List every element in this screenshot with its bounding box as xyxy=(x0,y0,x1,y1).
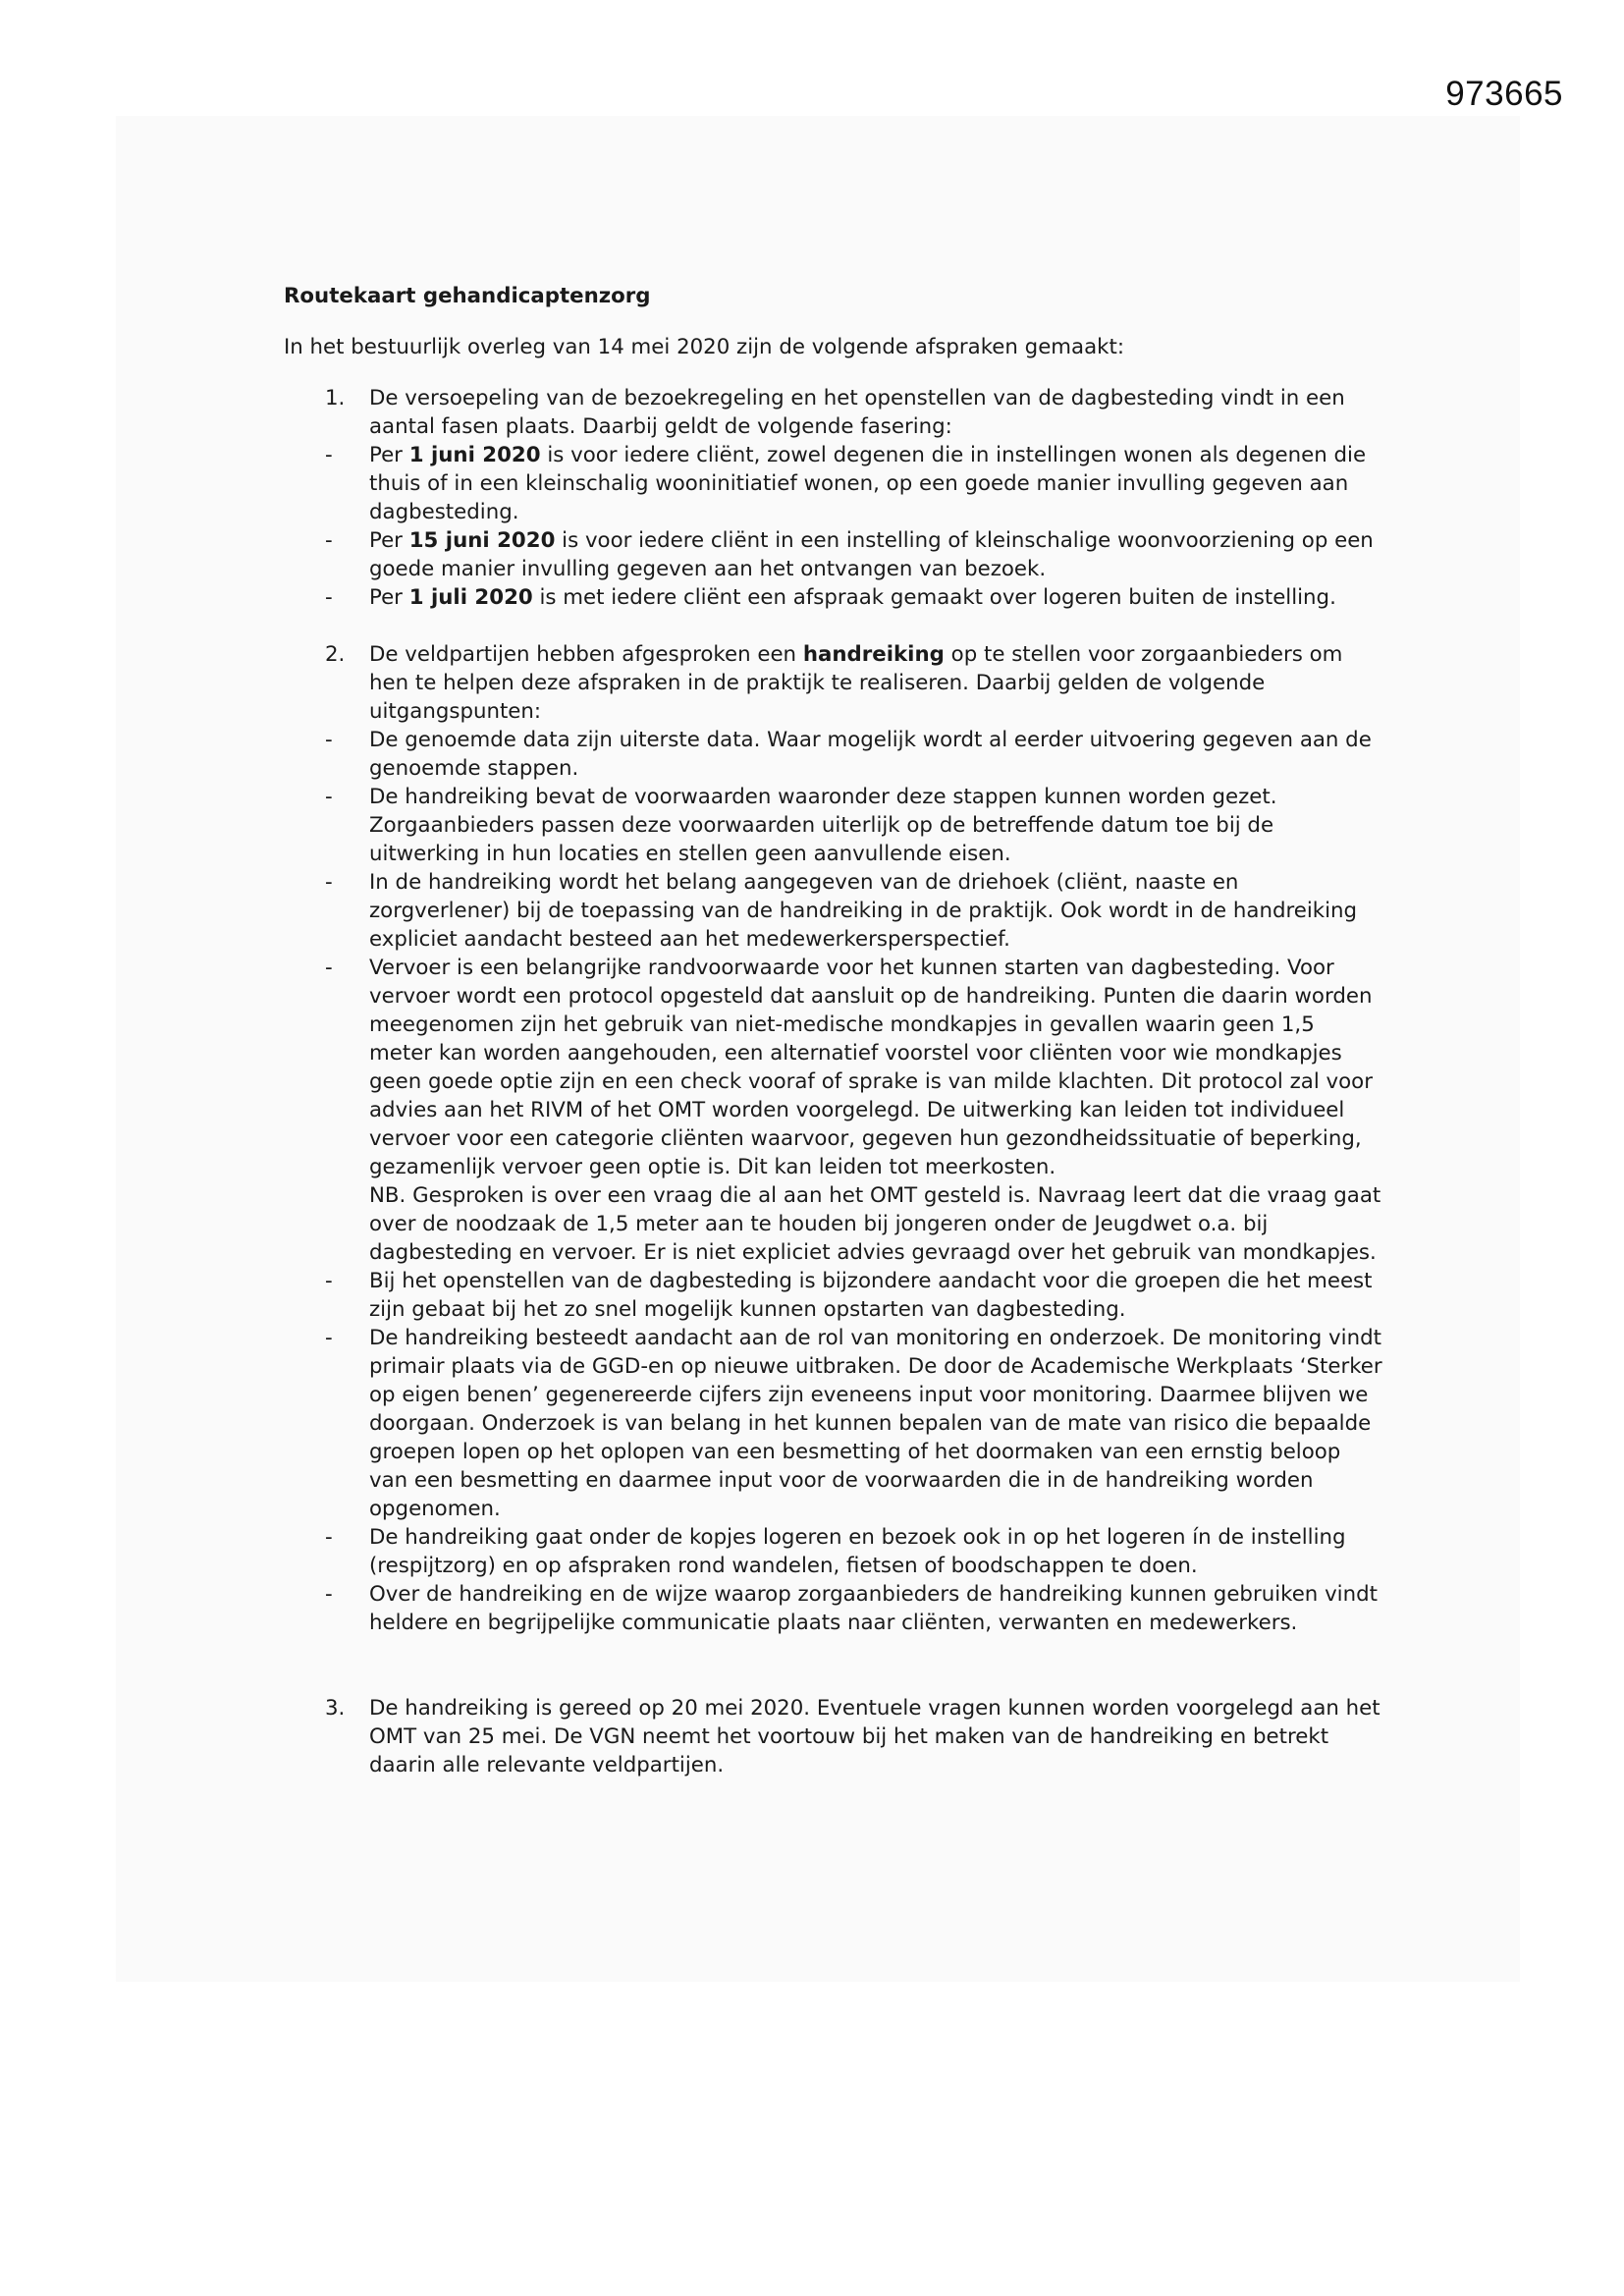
section-text: De handreiking is gereed op 20 mei 2020. Eventuele vragen kunnen worden voorgelegd aan het OMT van 25 mei. De VGN neemt het voortouw bij het maken van de handreiking en betrekt daarin alle relevante veldpartijen. xyxy=(369,1696,1380,1777)
list-item: - Per 1 juni 2020 is voor iedere cliënt, zowel degenen die in instellingen wonen als degenen die thuis of in een kleinschalig wooninitiatief wonen, op een goede manier invulling gegeven aan dagbesteding. xyxy=(325,443,1367,524)
date-highlight: 15 juni 2020 xyxy=(408,528,556,553)
list-item: - De genoemde data zijn uiterste data. Waar mogelijk wordt al eerder uitvoering gegeven aan de genoemde stappen. xyxy=(325,728,1372,781)
bullet-dash: - xyxy=(325,585,333,610)
list-item: - De handreiking bevat de voorwaarden waaronder deze stappen kunnen worden gezet. Zorgaanbieders passen deze voorwaarden uiterlijk op de betreffende datum toe bij de uitwerking in hun locaties en stellen geen aanvullende eisen. xyxy=(325,785,1277,866)
section-items xyxy=(325,726,1383,1637)
bullet-dash: - xyxy=(325,1582,333,1607)
list-item: - Over de handreiking en de wijze waarop zorgaanbieders de handreiking kunnen gebruiken vindt heldere en begrijpelijke communicatie plaats naar cliënten, verwanten en medewerkers. xyxy=(325,1582,1378,1635)
date-highlight: 1 juni 2020 xyxy=(408,443,541,467)
list-item: - De handreiking gaat onder de kopjes logeren en bezoek ook in op het logeren ín de instelling (respijtzorg) en op afspraken rond wandelen, fietsen of boodschappen te doen. xyxy=(325,1525,1346,1578)
list-item: - In de handreiking wordt het belang aangegeven van de driehoek (cliënt, naaste en zorgverlener) bij de toepassing van de handreiking in de praktijk. Ook wordt in de handreiking expliciet aandacht besteed aan het medewerkersperspectief. xyxy=(325,870,1358,952)
list-item: - Per 1 juli 2020 is met iedere cliënt een afspraak gemaakt over logeren buiten de instelling. xyxy=(325,585,1336,610)
list-item: - Per 15 juni 2020 is voor iedere cliënt in een instelling of kleinschalige woonvoorziening op een goede manier invulling gegeven aan het ontvangen van bezoek. xyxy=(325,528,1374,581)
bullet-dash: - xyxy=(325,1269,333,1293)
document-title: Routekaart gehandicaptenzorg xyxy=(284,284,651,308)
bullet-dash: - xyxy=(325,728,333,752)
bullet-dash: - xyxy=(325,870,333,895)
section-text: De versoepeling van de bezoekregeling en het openstellen van de dagbesteding vindt in een aantal fasen plaats. Daarbij geldt de volgende fasering: xyxy=(369,386,1345,439)
section-2 xyxy=(325,640,1383,1637)
list-item: - Vervoer is een belangrijke randvoorwaarde voor het kunnen starten van dagbesteding. Voor vervoer wordt een protocol opgesteld dat aansluit op de handreiking. Punten die daarin worden meegenomen zijn het gebruik van niet-medische mondkapjes in gevallen waarin geen 1,5 meter kan worden aangehouden, een alternatief voorstel voor cliënten voor wie mondkapjes geen goede optie zijn en een check vooraf of sprake is van milde klachten. Dit protocol zal voor advies aan het RIVM of het OMT worden voorgelegd. De uitwerking kan leiden tot individueel vervoer voor een categorie cliënten waarvoor, gegeven hun gezondheidssituatie of beperking, gezamenlijk vervoer geen optie is. Dit kan leiden tot meerkosten. NB. Gesproken is over een vraag die al aan het OMT gesteld is. Navraag leert dat die vraag gaat over de noodzaak de 1,5 meter aan te houden bij jongeren onder de Jeugdwet o.a. bij dagbesteding en vervoer. Er is niet expliciet advies gevraagd over het gebruik van mondkapjes. xyxy=(325,954,1383,1267)
bullet-dash: - xyxy=(325,1326,333,1350)
intro-paragraph: In het bestuurlijk overleg van 14 mei 2020 zijn de volgende afspraken gemaakt: xyxy=(284,335,1125,359)
section-3 xyxy=(325,1694,1383,1779)
document-body xyxy=(284,282,1383,1779)
section-items xyxy=(325,441,1383,612)
section-number: 3. xyxy=(325,1696,346,1721)
bullet-dash: - xyxy=(325,528,333,553)
list-item: - Bij het openstellen van de dagbesteding is bijzondere aandacht voor die groepen die het meest zijn gebaat bij het zo snel mogelijk kunnen opstarten van dagbesteding. xyxy=(325,1269,1373,1322)
nb-note: NB. Gesproken is over een vraag die al aan het OMT gesteld is. Navraag leert dat die vraag gaat over de noodzaak de 1,5 meter aan te houden bij jongeren onder de Jeugdwet o.a. bij dagbesteding en vervoer. Er is niet expliciet advies gevraagd over het gebruik van mondkapjes. xyxy=(369,1183,1381,1265)
bullet-dash: - xyxy=(325,785,333,809)
list-item: - De handreiking besteedt aandacht aan de rol van monitoring en onderzoek. De monitoring vindt primair plaats via de GGD-en op nieuwe uitbraken. De door de Academische Werkplaats ‘Sterker op eigen benen’ gegenereerde cijfers zijn eveneens input voor monitoring. Daarmee blijven we doorgaan. Onderzoek is van belang in het kunnen bepalen van de mate van risico die bepaalde groepen lopen op het oplopen van een besmetting of het doormaken van een ernstig beloop van een besmetting en daarmee input voor de voorwaarden die in de handreiking worden opgenomen. xyxy=(325,1326,1382,1521)
document-number: 973665 xyxy=(1445,75,1563,113)
keyword-highlight: handreiking xyxy=(802,642,945,667)
bullet-dash: - xyxy=(325,443,333,467)
section-number: 1. xyxy=(325,386,346,410)
bullet-dash: - xyxy=(325,1525,333,1550)
section-text: De veldpartijen hebben afgesproken een handreiking op te stellen voor zorgaanbieders om hen te helpen deze afspraken in de praktijk te realiseren. Daarbij gelden de volgende uitgangspunten: xyxy=(369,642,1343,724)
section-number: 2. xyxy=(325,642,346,667)
section-1 xyxy=(325,384,1383,612)
bullet-dash: - xyxy=(325,956,333,980)
date-highlight: 1 juli 2020 xyxy=(408,585,533,610)
